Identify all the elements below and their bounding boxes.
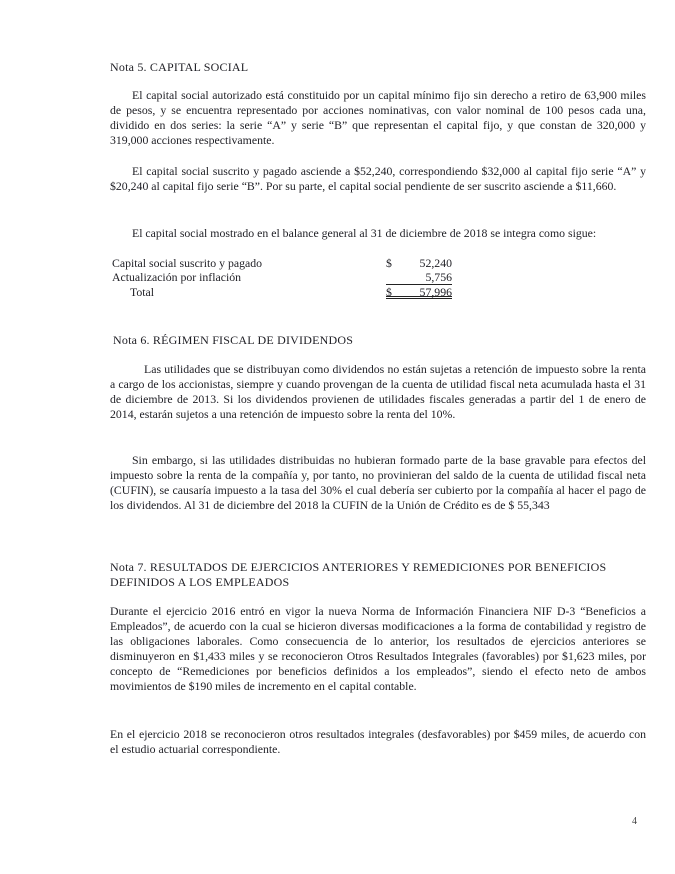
nota7-paragraph-2: En el ejercicio 2018 se reconocieron otros resultados integrales (desfavorables) por $459 miles, de acuerdo con el estudio actuarial correspondiente. bbox=[110, 727, 646, 756]
nota6-heading: Nota 6. RÉGIMEN FISCAL DE DIVIDENDOS bbox=[113, 333, 354, 347]
capital-table bbox=[112, 256, 452, 299]
row-amount bbox=[386, 270, 452, 284]
nota7-heading-line-1: Nota 7. RESULTADOS DE EJERCICIOS ANTERIORES Y REMEDICIONES POR BENEFICIOS bbox=[110, 560, 607, 574]
table-row bbox=[112, 256, 452, 270]
page-number: 4 bbox=[632, 816, 637, 827]
nota6-paragraph-1: Las utilidades que se distribuyan como dividendos no están sujetas a retención de impuesto sobre la renta a cargo de los accionistas, siempre y cuando provengan de la cuenta de utilidad fiscal neta acumulada hasta el 31 de diciembre de 2013. Si los dividendos provienen de utilidades fiscales generadas a partir del 1 de enero de 2014, estarán sujetos a una retención de impuesto sobre la renta del 10%. bbox=[110, 362, 646, 421]
nota7-paragraph-1: Durante el ejercicio 2016 entró en vigor la nueva Norma de Información Financiera NIF D-3 “Beneficios a Empleados”, de acuerdo con la cual se hicieron diversas modificaciones a la forma de contabilidad y registro de las obligaciones laborales. Como consecuencia de lo anterior, los resultados de ejercicios anteriores se disminuyeron en $1,433 miles y se reconocieron Otros Resultados Integrales (favorables) por $1,623 miles, por concepto de “Remediciones por beneficios definidos a los empleados”, siendo el efecto neto de ambos movimientos de $190 miles de incremento en el capital contable. bbox=[110, 604, 646, 693]
row-label: Total bbox=[130, 284, 155, 299]
currency-symbol: $ bbox=[386, 256, 392, 270]
amount-value: 57,996 bbox=[419, 284, 452, 299]
currency-symbol: $ bbox=[386, 284, 392, 299]
row-label: Actualización por inflación bbox=[112, 270, 242, 285]
row-amount bbox=[386, 285, 452, 299]
nota7-heading bbox=[110, 560, 606, 590]
row-label: Capital social suscrito y pagado bbox=[112, 256, 263, 270]
nota5-paragraph-1: El capital social autorizado está constituido por un capital mínimo fijo sin derecho a retiro de 63,900 miles de pesos, y se encuentra representado por acciones nominativas, con valor nominal de 100 pesos cada una, dividido en dos series: la serie “A” y serie “B” que representan el capital fijo, y que constan de 320,000 y 319,000 acciones respectivamente. bbox=[110, 88, 646, 147]
nota5-heading: Nota 5. CAPITAL SOCIAL bbox=[110, 60, 249, 74]
amount-value: 5,756 bbox=[425, 270, 452, 285]
nota7-heading-line-2: DEFINIDOS A LOS EMPLEADOS bbox=[110, 575, 290, 589]
row-amount bbox=[386, 256, 452, 270]
nota6-paragraph-2: Sin embargo, si las utilidades distribuidas no hubieran formado parte de la base gravable para efectos del impuesto sobre la renta de la compañía y, por tanto, no provinieran del saldo de la cuenta de utilidad fiscal neta (CUFIN), se causaría impuesto a la tasa del 30% el cual debería ser cubierto por la compañía al hacer el pago de los dividendos. Al 31 de diciembre del 2018 la CUFIN de la Unión de Crédito es de $ 55,343 bbox=[110, 453, 646, 512]
table-row bbox=[112, 270, 452, 284]
nota5-paragraph-2: El capital social suscrito y pagado asciende a $52,240, correspondiendo $32,000 al capital fijo serie “A” y $20,240 al capital fijo serie “B”. Por su parte, el capital social pendiente de ser suscrito asciende a $11,660. bbox=[110, 164, 646, 193]
table-row-total bbox=[112, 285, 452, 299]
nota5-paragraph-3: El capital social mostrado en el balance general al 31 de diciembre de 2018 se integra como sigue: bbox=[132, 226, 597, 240]
amount-value: 52,240 bbox=[419, 256, 452, 270]
